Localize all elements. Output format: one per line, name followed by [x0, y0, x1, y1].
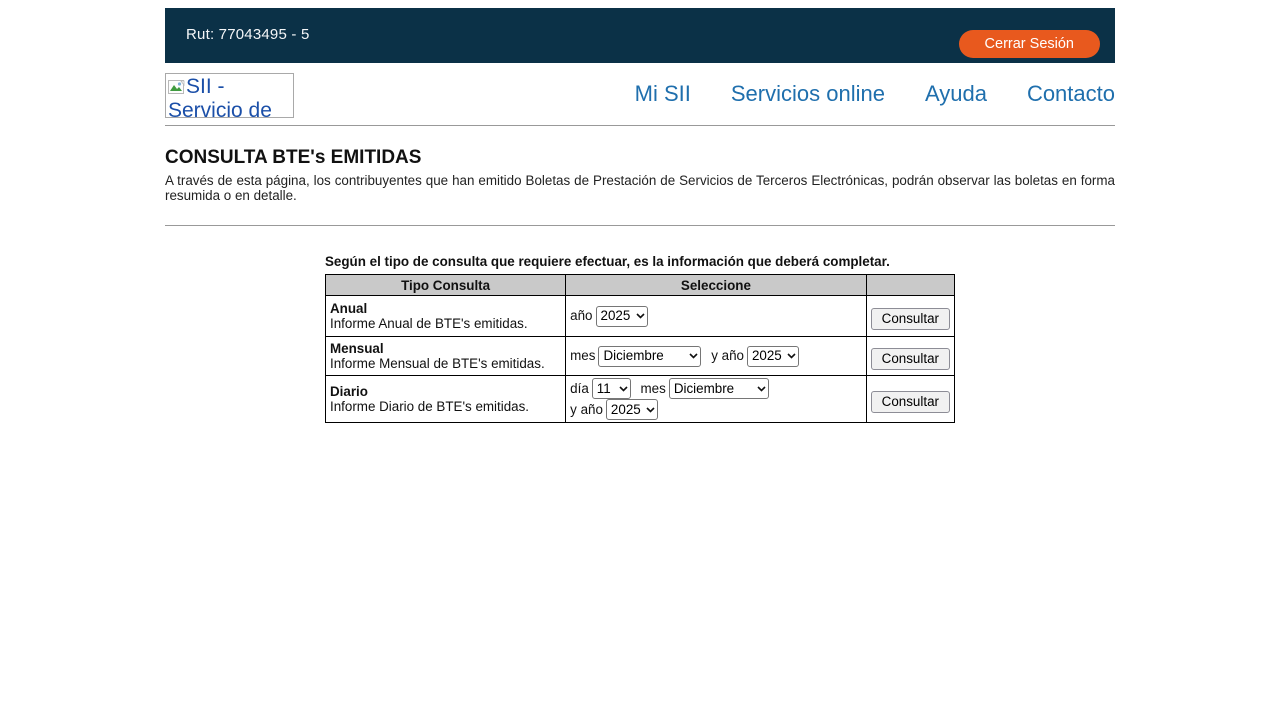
mensual-year-label: y año — [711, 348, 744, 364]
header-row — [165, 63, 1115, 125]
header-empty — [866, 275, 954, 296]
mensual-select-cell — [566, 337, 867, 376]
table-row-anual — [326, 296, 955, 337]
nav-item-ayuda[interactable]: Ayuda — [924, 81, 987, 106]
mensual-button-cell — [866, 337, 954, 376]
diario-year-label: y año — [570, 401, 603, 417]
mensual-month-label: mes — [570, 348, 596, 364]
rut-label: Rut: 77043495 - 5 — [186, 26, 310, 43]
mensual-tipo-cell — [326, 337, 566, 376]
diario-month-select[interactable] — [669, 378, 769, 399]
diario-type-desc: Informe Diario de BTE's emitidas. — [330, 399, 530, 415]
sii-logo-broken-image-link[interactable] — [165, 73, 294, 118]
anual-type-desc: Informe Anual de BTE's emitidas. — [330, 316, 528, 332]
header-tipo-consulta: Tipo Consulta — [326, 275, 566, 296]
page-title: CONSULTA BTE's EMITIDAS — [165, 147, 422, 168]
header-seleccione: Seleccione — [566, 275, 867, 296]
diario-type-label: Diario — [330, 384, 368, 400]
top-session-bar — [165, 8, 1115, 63]
diario-day-label: día — [570, 380, 589, 396]
instruction-text: Según el tipo de consulta que requiere efectuar, es la información que deberá completar. — [325, 253, 890, 269]
diario-month-label: mes — [640, 380, 666, 396]
header-divider — [165, 125, 1115, 126]
anual-type-label: Anual — [330, 301, 368, 317]
diario-button-cell — [866, 376, 954, 423]
page-container — [165, 0, 1115, 423]
consulta-table — [325, 274, 955, 423]
mensual-year-select[interactable] — [747, 346, 799, 367]
diario-select-cell — [566, 376, 867, 423]
nav-item-mi-sii[interactable]: Mi SII — [634, 81, 691, 106]
diario-year-select[interactable] — [606, 399, 658, 420]
table-header-row — [326, 275, 955, 296]
logout-button[interactable]: Cerrar Sesión — [959, 30, 1100, 58]
anual-year-label: año — [570, 308, 593, 324]
consultar-button-mensual[interactable]: Consultar — [871, 348, 950, 370]
content-divider — [165, 225, 1115, 226]
table-row-mensual — [326, 337, 955, 376]
anual-year-select[interactable] — [596, 306, 648, 327]
diario-tipo-cell — [326, 376, 566, 423]
broken-image-icon — [168, 80, 185, 95]
mensual-month-select[interactable] — [598, 346, 701, 367]
anual-button-cell — [866, 296, 954, 337]
consultar-button-anual[interactable]: Consultar — [871, 308, 950, 330]
main-nav — [635, 81, 1115, 107]
mensual-type-desc: Informe Mensual de BTE's emitidas. — [330, 356, 545, 372]
diario-day-select[interactable] — [592, 378, 631, 399]
page-description: A través de esta página, los contribuyentes que han emitido Boletas de Prestación de Servicios de Terceros Electrónicas, podrán observar las boletas en forma resumida o en detalle. — [165, 173, 1115, 204]
nav-item-servicios-online[interactable]: Servicios online — [730, 81, 885, 106]
anual-tipo-cell — [326, 296, 566, 337]
anual-select-cell — [566, 296, 867, 337]
consultar-button-diario[interactable]: Consultar — [871, 391, 950, 413]
mensual-type-label: Mensual — [330, 341, 384, 357]
logo-alt-text: SII - Servicio de — [168, 74, 272, 118]
nav-item-contacto[interactable]: Contacto — [1026, 81, 1115, 106]
table-row-diario — [326, 376, 955, 423]
